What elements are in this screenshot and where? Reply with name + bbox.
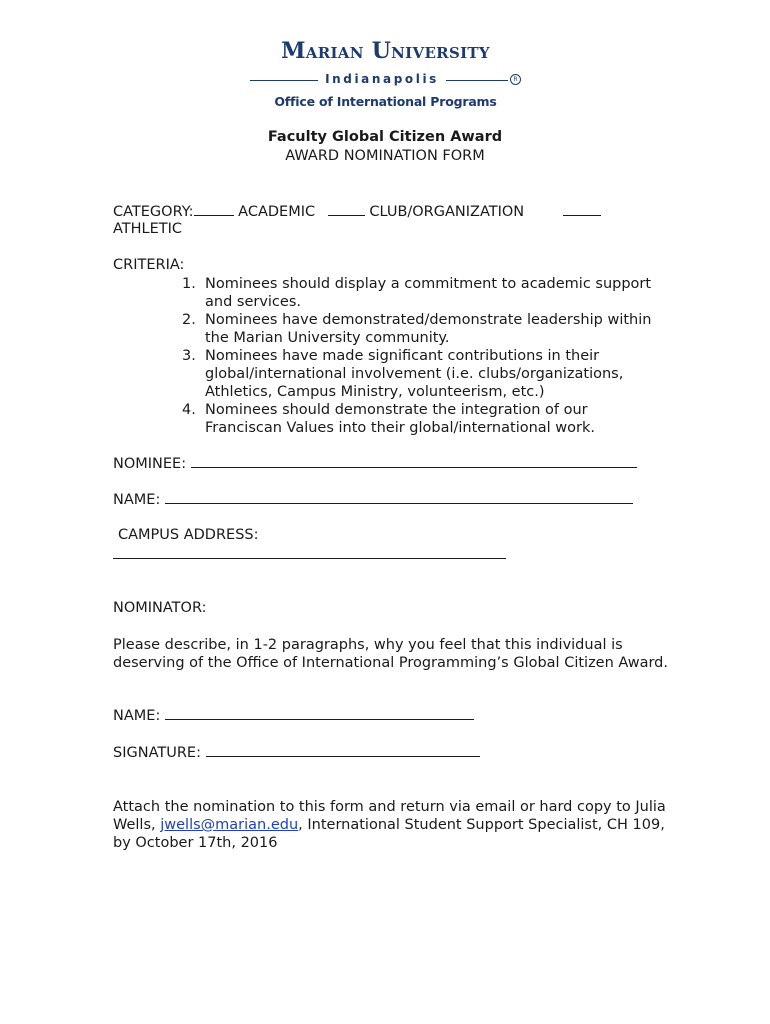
attach-instructions <box>113 798 673 852</box>
nominee-row <box>113 455 637 472</box>
category-option-club: CLUB/ORGANIZATION <box>369 204 525 220</box>
logo-city: Indianapolis <box>325 72 439 86</box>
logo-office-name: Office of International Programs <box>274 94 497 109</box>
nominee-field[interactable] <box>191 455 637 468</box>
form-subtitle: AWARD NOMINATION FORM <box>285 148 485 164</box>
nominator-name-field[interactable] <box>165 707 474 720</box>
name-label: NAME: <box>113 492 161 508</box>
name-row <box>113 491 633 508</box>
criteria-item <box>182 275 652 311</box>
criteria-item <box>182 347 652 401</box>
category-row <box>113 203 601 220</box>
campus-address-label: CAMPUS ADDRESS: <box>118 527 259 543</box>
signature-field[interactable] <box>206 744 480 757</box>
registered-mark-icon: R <box>510 74 521 85</box>
signature-row <box>113 744 480 761</box>
criteria-number: 1. <box>182 276 196 292</box>
signature-label: SIGNATURE: <box>113 745 201 761</box>
category-label: CATEGORY: <box>113 204 194 220</box>
logo-rule-left <box>250 80 318 81</box>
academic-blank[interactable] <box>194 203 234 216</box>
attach-text-after: , International Student Support Specialist, CH 109, by October 17th, 2016 <box>113 817 665 851</box>
criteria-number: 2. <box>182 312 196 328</box>
criteria-text: Nominees have made significant contributions in their global/international involvement (i.e. clubs/organizations, Athletics, Campus Ministry, volunteerism, etc.) <box>205 348 624 400</box>
logo-rule-right <box>446 80 508 81</box>
criteria-number: 4. <box>182 402 196 418</box>
category-option-athletic: ATHLETIC <box>113 221 183 237</box>
criteria-item <box>182 401 652 437</box>
category-option-academic: ACADEMIC <box>238 204 316 220</box>
club-blank[interactable] <box>328 203 365 216</box>
category-athletic-row <box>113 221 182 237</box>
criteria-label: CRITERIA: <box>113 257 185 273</box>
campus-address-row <box>113 546 506 563</box>
name-field[interactable] <box>165 491 633 504</box>
logo-city-row <box>248 72 523 88</box>
criteria-number: 3. <box>182 348 196 364</box>
email-link[interactable]: jwells@marian.edu <box>160 817 299 833</box>
criteria-text: Nominees should display a commitment to academic support and services. <box>205 276 652 310</box>
nominee-label: NOMINEE: <box>113 456 187 472</box>
nominator-label: NOMINATOR: <box>113 600 207 616</box>
criteria-text: Nominees have demonstrated/demonstrate leadership within the Marian University community. <box>205 312 652 346</box>
campus-address-field[interactable] <box>113 546 506 559</box>
athletic-blank[interactable] <box>563 203 601 216</box>
attach-text-before: Attach the nomination to this form and return via email or hard copy to Julia Wells, <box>113 799 666 833</box>
criteria-item <box>182 311 652 347</box>
criteria-text: Nominees should demonstrate the integration of our Franciscan Values into their global/international work. <box>205 402 596 436</box>
nominator-name-row <box>113 707 474 724</box>
logo-university-name: Marian University <box>281 38 490 64</box>
criteria-list <box>182 275 652 437</box>
describe-instructions: Please describe, in 1-2 paragraphs, why you feel that this individual is deserving of the Office of International Programming’s Global Citizen Award. <box>113 637 668 671</box>
form-title: Faculty Global Citizen Award <box>267 129 503 145</box>
marian-university-logo <box>248 38 523 113</box>
nominator-name-label: NAME: <box>113 708 161 724</box>
